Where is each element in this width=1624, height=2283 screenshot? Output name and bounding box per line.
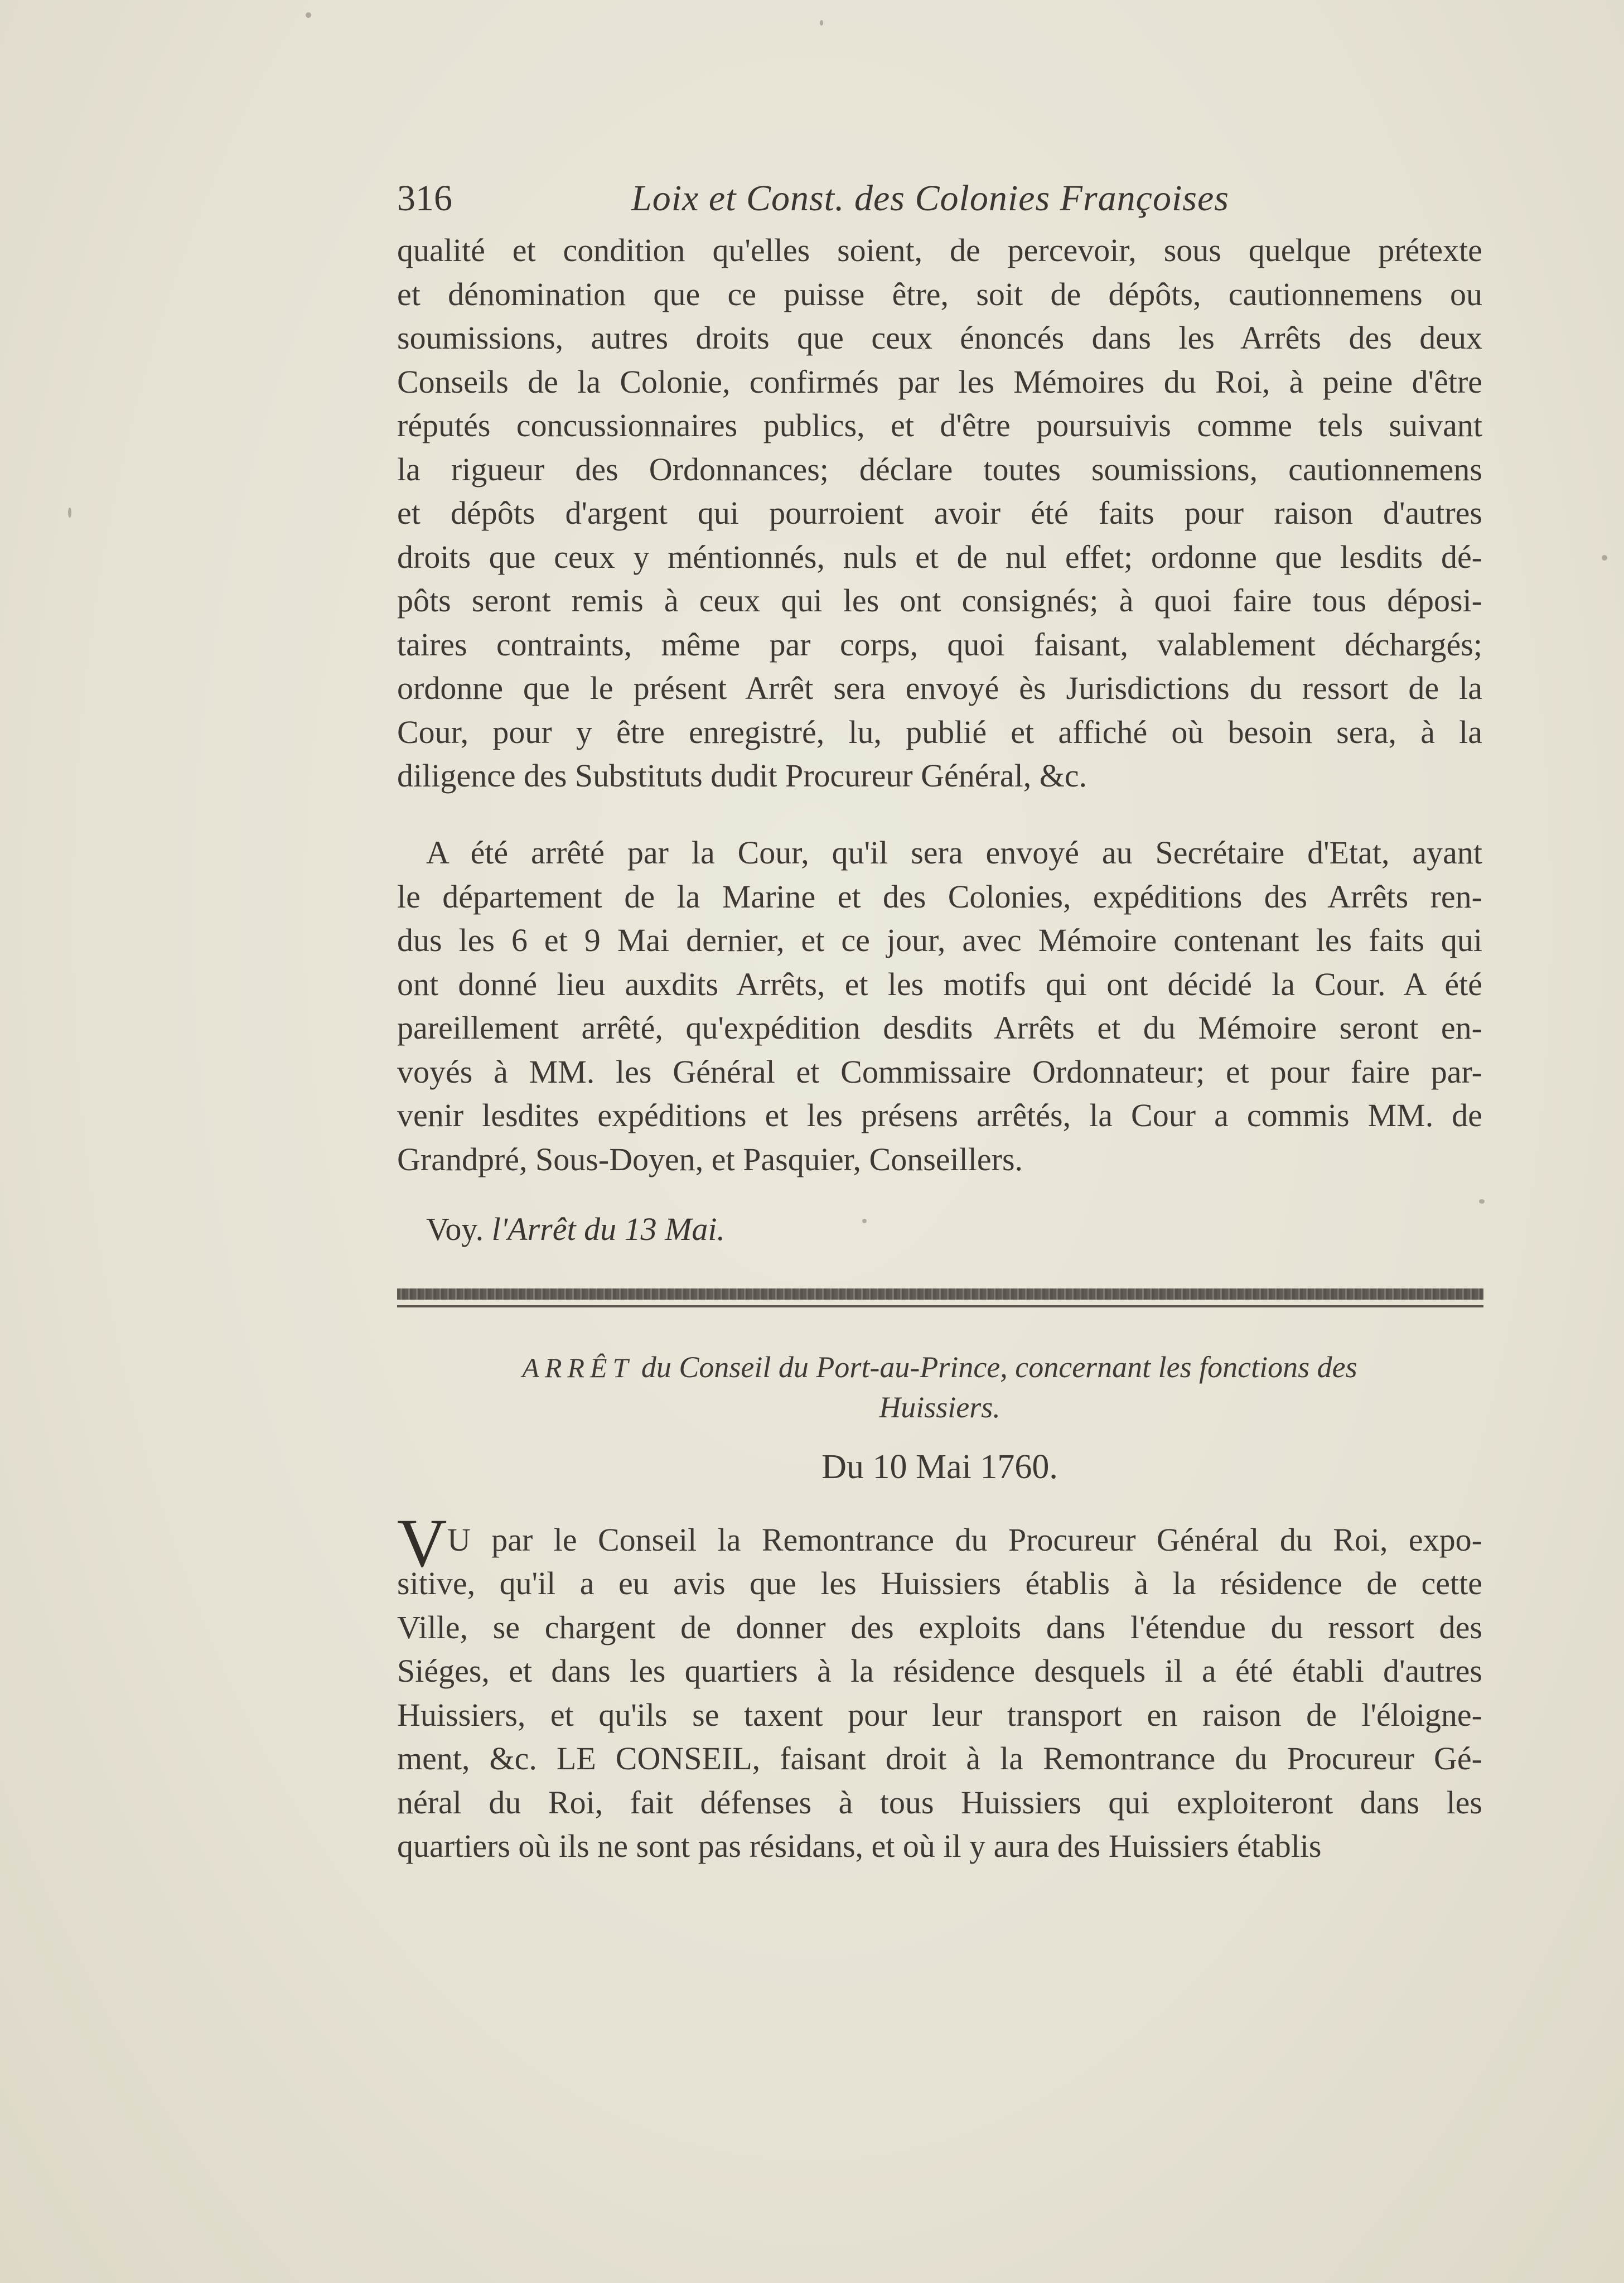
paper-spot — [68, 508, 71, 518]
cross-reference-target: l'Arrêt du 13 Mai. — [491, 1211, 726, 1247]
text-line: Huissiers, et qu'ils se taxent pour leur transport en raison de l'éloigne- — [397, 1696, 1482, 1733]
arret-title-line2: Huissiers. — [879, 1391, 1000, 1424]
text-line: Siéges, et dans les quartiers à la résidence desquels il a été établi d'autres — [397, 1653, 1482, 1689]
section-divider — [397, 1288, 1483, 1300]
text-line: dus les 6 et 9 Mai dernier, et ce jour, avec Mémoire contenant les faits qui — [397, 922, 1482, 958]
text-line: pôts seront remis à ceux qui les ont consignés; à quoi faire tous déposi- — [397, 582, 1482, 619]
text-line: droits que ceux y méntionnés, nuls et de nul effet; ordonne que lesdits dé- — [397, 538, 1482, 575]
text-line: quartiers où ils ne sont pas résidans, et où il y aura des Huissiers établis — [397, 1828, 1322, 1864]
arret-date: Du 10 Mai 1760. — [821, 1448, 1058, 1486]
running-title: Loix et Const. des Colonies Françoises — [631, 178, 1229, 219]
paper-spot — [306, 12, 311, 18]
paper-spot — [1479, 1199, 1485, 1204]
text-line: sitive, qu'il a eu avis que les Huissiers établis à la résidence de cette — [397, 1565, 1482, 1601]
text-line: ment, &c. LE CONSEIL, faisant droit à la Remontrance du Procureur Gé- — [397, 1740, 1482, 1777]
text-line: ont donné lieu auxdits Arrêts, et les motifs qui ont décidé la Cour. A été — [397, 966, 1482, 1002]
text-line: pareillement arrêté, qu'expédition desdits Arrêts et du Mémoire seront en- — [397, 1010, 1482, 1046]
text-line: taires contraints, même par corps, quoi faisant, valablement déchargés; — [397, 626, 1482, 663]
text-line: Conseils de la Colonie, confirmés par les Mémoires du Roi, à peine d'être — [397, 363, 1482, 400]
cross-reference — [426, 1208, 725, 1251]
section-divider-thin — [397, 1305, 1483, 1307]
text-line: venir lesdites expéditions et les présens arrêtés, la Cour a commis MM. de — [397, 1097, 1482, 1133]
text-line: U par le Conseil la Remontrance du Procureur Général du Roi, expo- — [447, 1522, 1482, 1558]
paper-spot — [820, 20, 823, 26]
text-line: qualité et condition qu'elles soient, de percevoir, sous quelque prétexte — [397, 232, 1482, 268]
text-line: ordonne que le présent Arrêt sera envoyé ès Jurisdictions du ressort de la — [397, 670, 1482, 706]
text-line: Ville, se chargent de donner des exploits dans l'étendue du ressort des — [397, 1609, 1482, 1645]
text-line: soumissions, autres droits que ceux énoncés dans les Arrêts des deux — [397, 320, 1482, 356]
text-line: et dépôts d'argent qui pourroient avoir été faits pour raison d'autres — [397, 495, 1482, 531]
arret-title-caps: ARRÊT — [522, 1352, 634, 1383]
arret-title-rest: du Conseil du Port-au-Prince, concernant les fonctions des — [641, 1350, 1357, 1384]
text-line: voyés à MM. les Général et Commissaire Ordonnateur; et pour faire par- — [397, 1053, 1482, 1090]
text-line: Cour, pour y être enregistré, lu, publié et affiché où besoin sera, à la — [397, 713, 1482, 750]
page-number: 316 — [397, 178, 452, 219]
text-line: réputés concussionnaires publics, et d'être poursuivis comme tels suivant — [397, 407, 1482, 443]
drop-cap: V — [397, 1505, 447, 1581]
arret-title-line1 — [397, 1347, 1482, 1388]
paper-spot — [1602, 555, 1607, 561]
text-line: Grandpré, Sous-Doyen, et Pasquier, Conseillers. — [397, 1141, 1023, 1177]
text-line: la rigueur des Ordonnances; déclare toutes soumissions, cautionnemens — [397, 451, 1482, 488]
running-header — [397, 177, 1482, 228]
text-line: A été arrêté par la Cour, qu'il sera envoyé au Secrétaire d'Etat, ayant — [426, 834, 1482, 871]
text-line: et dénomination que ce puisse être, soit de dépôts, cautionnemens ou — [397, 276, 1482, 312]
paper-spot — [862, 1219, 867, 1223]
text-line: le département de la Marine et des Colonies, expéditions des Arrêts ren- — [397, 878, 1482, 915]
text-line: néral du Roi, fait défenses à tous Huissiers qui exploiteront dans les — [397, 1784, 1482, 1821]
cross-reference-prefix: Voy. — [426, 1211, 484, 1247]
text-line: diligence des Substituts dudit Procureur Général, &c. — [397, 757, 1088, 794]
